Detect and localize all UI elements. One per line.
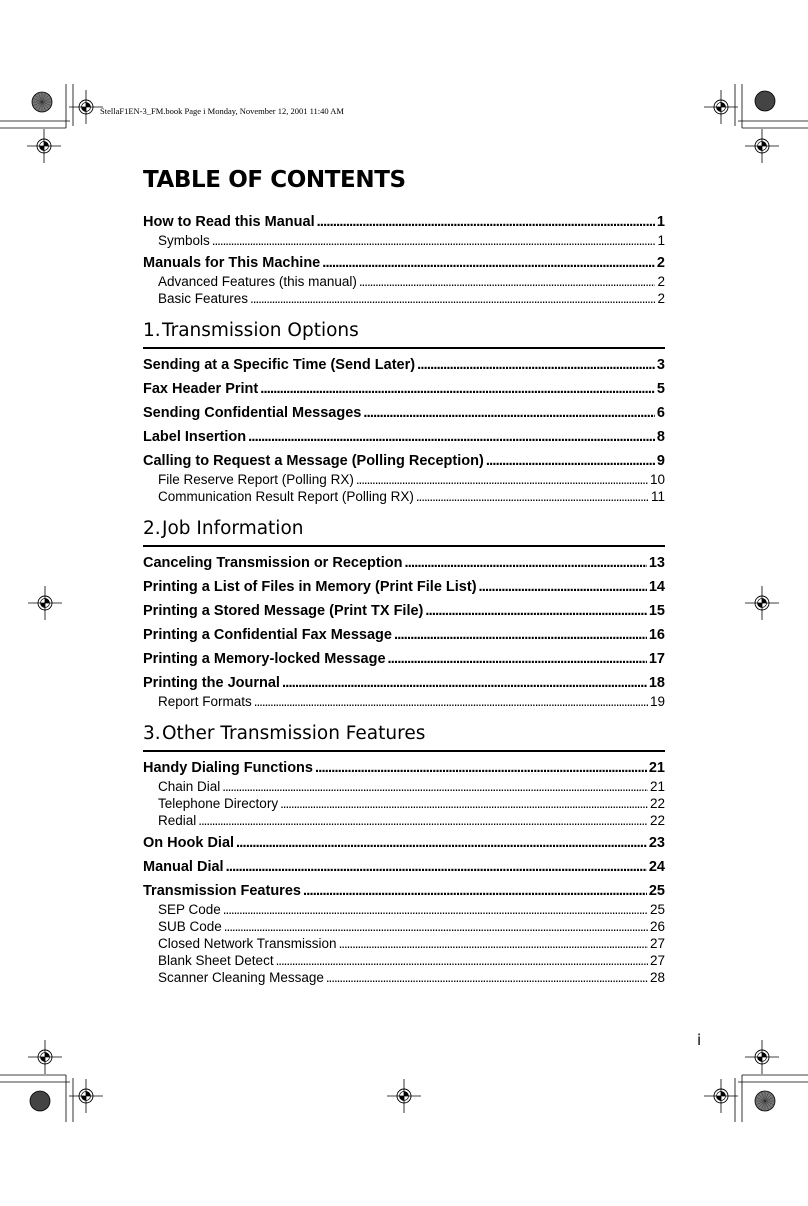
toc-entry-label: Symbols [158, 233, 210, 248]
toc-subentry[interactable] [143, 952, 665, 969]
toc-entry-page: 10 [649, 472, 665, 487]
dot-leader [276, 952, 648, 969]
dot-leader [359, 273, 656, 290]
dot-leader [486, 451, 655, 471]
dot-leader [363, 403, 655, 423]
chapter-heading [143, 318, 665, 349]
page-title: TABLE OF CONTENTS [143, 167, 406, 193]
toc-entry-page: 11 [650, 489, 665, 504]
chapter-number: 1. [143, 320, 161, 341]
toc-entry-label: Fax Header Print [143, 381, 259, 397]
chapter-title: Job Information [162, 518, 304, 539]
toc-entry-label: Printing a Stored Message (Print TX File) [143, 603, 424, 619]
chapter-title: Transmission Options [162, 320, 359, 341]
dot-leader [260, 379, 655, 399]
toc-entry-label: Handy Dialing Functions [143, 760, 313, 776]
toc-entry-page: 26 [649, 919, 665, 934]
toc-subentry[interactable] [143, 693, 665, 710]
toc-subentry[interactable] [143, 812, 665, 829]
toc-entry-page: 2 [656, 255, 665, 271]
chapter-section [143, 318, 665, 505]
dot-leader [425, 601, 646, 621]
toc-subentry[interactable] [143, 488, 665, 505]
dot-leader [339, 935, 648, 952]
toc-entry-page: 16 [648, 627, 665, 643]
toc-entry-page: 22 [649, 796, 665, 811]
dot-leader [236, 833, 647, 853]
toc-entry-label: Communication Result Report (Polling RX) [158, 489, 414, 504]
toc-entry[interactable] [143, 253, 665, 273]
toc-entry-label: Chain Dial [158, 779, 221, 794]
toc-entry[interactable] [143, 553, 665, 573]
dot-leader [254, 693, 648, 710]
dot-leader [416, 488, 649, 505]
toc-body [143, 166, 665, 986]
toc-entry-label: Printing a List of Files in Memory (Print File List) [143, 579, 477, 595]
toc-entry-label: Blank Sheet Detect [158, 953, 274, 968]
toc-entry-label: Canceling Transmission or Reception [143, 555, 403, 571]
toc-entry-label: Printing a Confidential Fax Message [143, 627, 392, 643]
chapter-number: 3. [143, 723, 161, 744]
toc-entry-page: 1 [656, 214, 665, 230]
chapter-list [143, 318, 665, 986]
dot-leader [394, 625, 647, 645]
print-header: StellaF1EN-3_FM.book Page i Monday, November 12, 2001 11:40 AM [100, 106, 344, 116]
toc-entry-page: 25 [648, 883, 665, 899]
toc-subentry[interactable] [143, 918, 665, 935]
chapter-number: 2. [143, 518, 161, 539]
dot-leader [317, 212, 655, 232]
toc-entry-label: Label Insertion [143, 429, 247, 445]
toc-entry-page: 2 [657, 291, 665, 306]
toc-entry[interactable] [143, 881, 665, 901]
toc-entry-label: Sending at a Specific Time (Send Later) [143, 357, 416, 373]
toc-entry-page: 2 [657, 274, 665, 289]
chapter-heading [143, 721, 665, 752]
toc-entry-page: 22 [649, 813, 665, 828]
front-matter-list [143, 212, 665, 307]
toc-entry-page: 8 [656, 429, 665, 445]
toc-entry-label: Printing the Journal [143, 675, 280, 691]
toc-entry-label: Transmission Features [143, 883, 301, 899]
toc-entry[interactable] [143, 403, 665, 423]
toc-entry[interactable] [143, 427, 665, 447]
dot-leader [417, 355, 655, 375]
dot-leader [226, 857, 647, 877]
toc-subentry[interactable] [143, 273, 665, 290]
page-number: i [697, 1031, 702, 1049]
dot-leader [248, 427, 655, 447]
toc-entry[interactable] [143, 857, 665, 877]
toc-entry-label: Report Formats [158, 694, 252, 709]
toc-entry-page: 24 [648, 859, 665, 875]
toc-entry-page: 21 [649, 779, 665, 794]
toc-entry[interactable] [143, 673, 665, 693]
toc-entry-label: SEP Code [158, 902, 221, 917]
chapter-section [143, 516, 665, 710]
dot-leader [479, 577, 647, 597]
toc-entry-page: 5 [656, 381, 665, 397]
toc-entry-label: Calling to Request a Message (Polling Reception) [143, 453, 484, 469]
dot-leader [223, 901, 648, 918]
toc-subentry[interactable] [143, 795, 665, 812]
toc-entry-page: 6 [656, 405, 665, 421]
toc-entry-label: Telephone Directory [158, 796, 279, 811]
dot-leader [356, 471, 648, 488]
toc-entry-label: Sending Confidential Messages [143, 405, 362, 421]
dot-leader [212, 232, 656, 249]
toc-entry-label: Basic Features [158, 291, 249, 306]
toc-entry[interactable] [143, 355, 665, 375]
toc-entry-page: 14 [648, 579, 665, 595]
toc-entry[interactable] [143, 758, 665, 778]
dot-leader [198, 812, 648, 829]
dot-leader [222, 778, 648, 795]
toc-entry-label: SUB Code [158, 919, 222, 934]
toc-entry-page: 21 [648, 760, 665, 776]
toc-entry-page: 19 [649, 694, 665, 709]
toc-subentry[interactable] [143, 969, 665, 986]
toc-entry[interactable] [143, 833, 665, 853]
toc-entry-label: Advanced Features (this manual) [158, 274, 357, 289]
toc-subentry[interactable] [143, 901, 665, 918]
toc-subentry[interactable] [143, 290, 665, 307]
toc-entry[interactable] [143, 379, 665, 399]
toc-entry-page: 13 [648, 555, 665, 571]
toc-entry-page: 25 [649, 902, 665, 917]
chapter-title: Other Transmission Features [162, 723, 426, 744]
toc-subentry[interactable] [143, 778, 665, 795]
toc-entry-page: 9 [656, 453, 665, 469]
toc-entry[interactable] [143, 577, 665, 597]
toc-entry[interactable] [143, 649, 665, 669]
dot-leader [250, 290, 655, 307]
toc-entry-page: 18 [648, 675, 665, 691]
toc-entry[interactable] [143, 625, 665, 645]
dot-leader [315, 758, 647, 778]
dot-leader [404, 553, 646, 573]
toc-entry-page: 15 [648, 603, 665, 619]
toc-entry-label: Manuals for This Machine [143, 255, 321, 271]
toc-subentry[interactable] [143, 471, 665, 488]
toc-entry-label: Scanner Cleaning Message [158, 970, 324, 985]
toc-entry-page: 28 [649, 970, 665, 985]
toc-entry-page: 3 [656, 357, 665, 373]
dot-leader [326, 969, 648, 986]
toc-entry-page: 1 [657, 233, 665, 248]
toc-entry-label: File Reserve Report (Polling RX) [158, 472, 354, 487]
dot-leader [388, 649, 647, 669]
toc-entry-label: Manual Dial [143, 859, 224, 875]
toc-entry[interactable] [143, 451, 665, 471]
toc-subentry[interactable] [143, 935, 665, 952]
chapter-heading [143, 516, 665, 547]
toc-entry-label: Closed Network Transmission [158, 936, 337, 951]
dot-leader [322, 253, 655, 273]
toc-entry-label: Redial [158, 813, 197, 828]
dot-leader [280, 795, 648, 812]
dot-leader [224, 918, 648, 935]
toc-entry-page: 27 [649, 953, 665, 968]
chapter-section [143, 721, 665, 986]
toc-entry[interactable] [143, 212, 665, 232]
toc-entry-page: 27 [649, 936, 665, 951]
toc-entry-label: Printing a Memory-locked Message [143, 651, 386, 667]
dot-leader [282, 673, 647, 693]
toc-subentry[interactable] [143, 232, 665, 249]
toc-entry-label: On Hook Dial [143, 835, 235, 851]
toc-entry-page: 23 [648, 835, 665, 851]
toc-entry[interactable] [143, 601, 665, 621]
dot-leader [303, 881, 647, 901]
toc-entry-page: 17 [648, 651, 665, 667]
toc-entry-label: How to Read this Manual [143, 214, 315, 230]
